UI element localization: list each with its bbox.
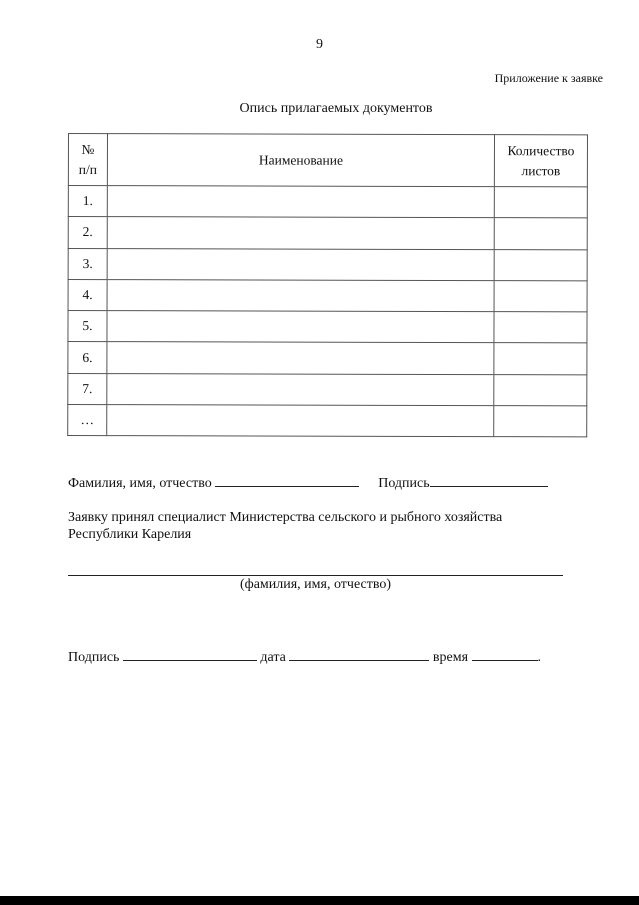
- header-quantity-line1: Количество: [507, 142, 575, 158]
- accepted-by-text: Заявку принял специалист Министерства сельского и рыбного хозяйства Республики Карелия: [68, 510, 503, 542]
- header-name: Наименование: [107, 134, 494, 187]
- row-quantity-cell[interactable]: [494, 281, 587, 313]
- final-signature-row: [68, 646, 541, 666]
- row-quantity-cell[interactable]: [494, 406, 587, 438]
- fio-caption: (фамилия, имя, отчество): [239, 577, 392, 592]
- appendix-label: Приложение к заявке: [494, 71, 603, 85]
- table-row: [68, 405, 587, 438]
- row-number: 3.: [68, 248, 107, 279]
- row-number: 7.: [68, 373, 107, 404]
- row-quantity-cell[interactable]: [494, 249, 587, 281]
- row-name-cell[interactable]: [107, 342, 494, 374]
- documents-inventory-table: [67, 133, 588, 438]
- table-row: [68, 217, 587, 250]
- header-number: [68, 134, 107, 186]
- fio-label: Фамилия, имя, отчество: [68, 476, 212, 491]
- header-number-pp: п/п: [78, 161, 98, 177]
- table-row: [68, 373, 587, 406]
- fio-signature-row: [68, 472, 548, 492]
- row-name-cell[interactable]: [107, 311, 494, 343]
- final-signature-blank[interactable]: [123, 646, 257, 661]
- table-row: [68, 342, 587, 375]
- row-number: 5.: [68, 311, 107, 342]
- row-quantity-cell[interactable]: [494, 218, 587, 250]
- header-quantity: [494, 135, 587, 187]
- row-number: 2.: [68, 217, 107, 248]
- time-blank[interactable]: [472, 646, 538, 661]
- row-number: …: [68, 405, 107, 436]
- row-number: 4.: [68, 279, 107, 310]
- table-row: [68, 248, 587, 281]
- table-header-row: [68, 134, 587, 187]
- row-name-cell[interactable]: [107, 248, 494, 280]
- final-signature-label: Подпись: [68, 650, 120, 665]
- signature-blank[interactable]: [430, 472, 548, 487]
- table-row: [68, 279, 587, 312]
- specialist-fio-blank[interactable]: [68, 575, 563, 576]
- row-name-cell[interactable]: [107, 405, 494, 437]
- table-row: [68, 186, 587, 219]
- row-name-cell[interactable]: [107, 279, 494, 311]
- page-number: 9: [316, 37, 323, 52]
- row-name-cell[interactable]: [107, 217, 494, 249]
- row-quantity-cell[interactable]: [494, 312, 587, 344]
- end-mark: .: [537, 650, 542, 665]
- row-quantity-cell[interactable]: [494, 187, 587, 219]
- fio-blank[interactable]: [215, 472, 359, 487]
- row-name-cell[interactable]: [107, 373, 494, 405]
- row-number: 6.: [68, 342, 107, 373]
- table-row: [68, 311, 587, 344]
- row-quantity-cell[interactable]: [494, 343, 587, 375]
- document-title: Опись прилагаемых документов: [239, 101, 433, 116]
- row-name-cell[interactable]: [107, 186, 494, 218]
- row-quantity-cell[interactable]: [494, 374, 587, 406]
- bottom-scan-edge: [0, 896, 639, 905]
- header-quantity-line2: листов: [521, 162, 561, 178]
- date-label: дата: [260, 650, 286, 665]
- time-label: время: [432, 650, 469, 665]
- signature-label: Подпись: [378, 476, 430, 491]
- row-number: 1.: [68, 186, 107, 217]
- date-blank[interactable]: [289, 646, 429, 661]
- header-number-sign: №: [81, 141, 95, 157]
